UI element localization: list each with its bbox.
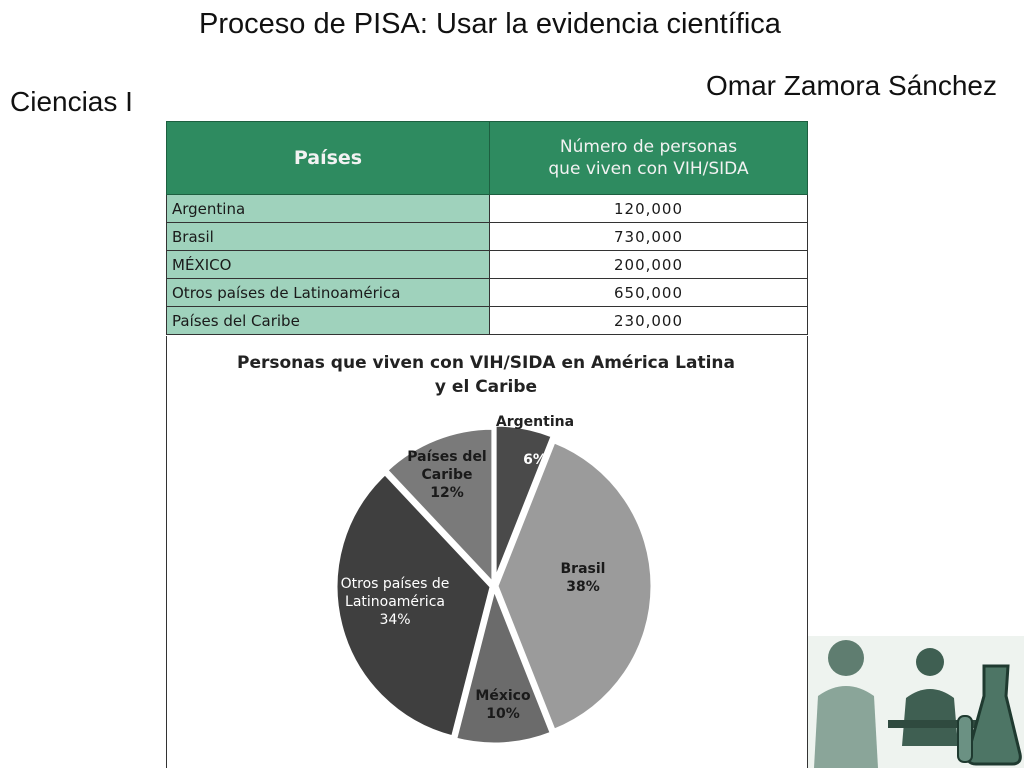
slice-label: 6% bbox=[523, 452, 547, 468]
course-label: Ciencias I bbox=[10, 86, 133, 117]
slice-label: Brasil bbox=[560, 561, 606, 577]
table-row bbox=[167, 279, 808, 307]
slice-label: 10% bbox=[486, 706, 520, 722]
cell-country: Argentina bbox=[167, 195, 490, 223]
cell-country: MÉXICO bbox=[167, 251, 490, 279]
pie-chart-panel bbox=[166, 336, 808, 768]
chart-title-line: y el Caribe bbox=[434, 377, 538, 397]
slice-label: México bbox=[475, 688, 531, 704]
cell-value: 230,000 bbox=[490, 307, 808, 335]
author-name: Omar Zamora Sánchez bbox=[706, 70, 997, 101]
slice-label: 34% bbox=[379, 612, 411, 628]
table-header-row bbox=[167, 122, 808, 195]
header-people: Número de personas que viven con VIH/SIDA bbox=[490, 122, 808, 195]
chart-title-line: Personas que viven con VIH/SIDA en América Latina bbox=[237, 353, 735, 373]
science-lab-illustration bbox=[808, 636, 1024, 768]
table-row bbox=[167, 307, 808, 335]
table-row bbox=[167, 195, 808, 223]
cell-value: 200,000 bbox=[490, 251, 808, 279]
table-row bbox=[167, 251, 808, 279]
slice-label: Caribe bbox=[421, 467, 473, 483]
cell-value: 120,000 bbox=[490, 195, 808, 223]
cell-value: 650,000 bbox=[490, 279, 808, 307]
header-countries: Países bbox=[167, 122, 490, 195]
cell-value: 730,000 bbox=[490, 223, 808, 251]
cell-country: Otros países de Latinoamérica bbox=[167, 279, 490, 307]
pie-chart bbox=[167, 336, 807, 768]
slice-label: Países del bbox=[407, 449, 487, 465]
slide-title: Proceso de PISA: Usar la evidencia científica bbox=[199, 8, 781, 40]
slice-label: 38% bbox=[566, 579, 600, 595]
slice-label: 12% bbox=[430, 485, 464, 501]
cell-country: Brasil bbox=[167, 223, 490, 251]
hiv-data-table bbox=[166, 121, 808, 336]
slice-label: Otros países de bbox=[340, 576, 450, 592]
slice-label: Latinoamérica bbox=[345, 594, 445, 610]
slice-label: Argentina bbox=[495, 414, 575, 430]
table-row bbox=[167, 223, 808, 251]
cell-country: Países del Caribe bbox=[167, 307, 490, 335]
